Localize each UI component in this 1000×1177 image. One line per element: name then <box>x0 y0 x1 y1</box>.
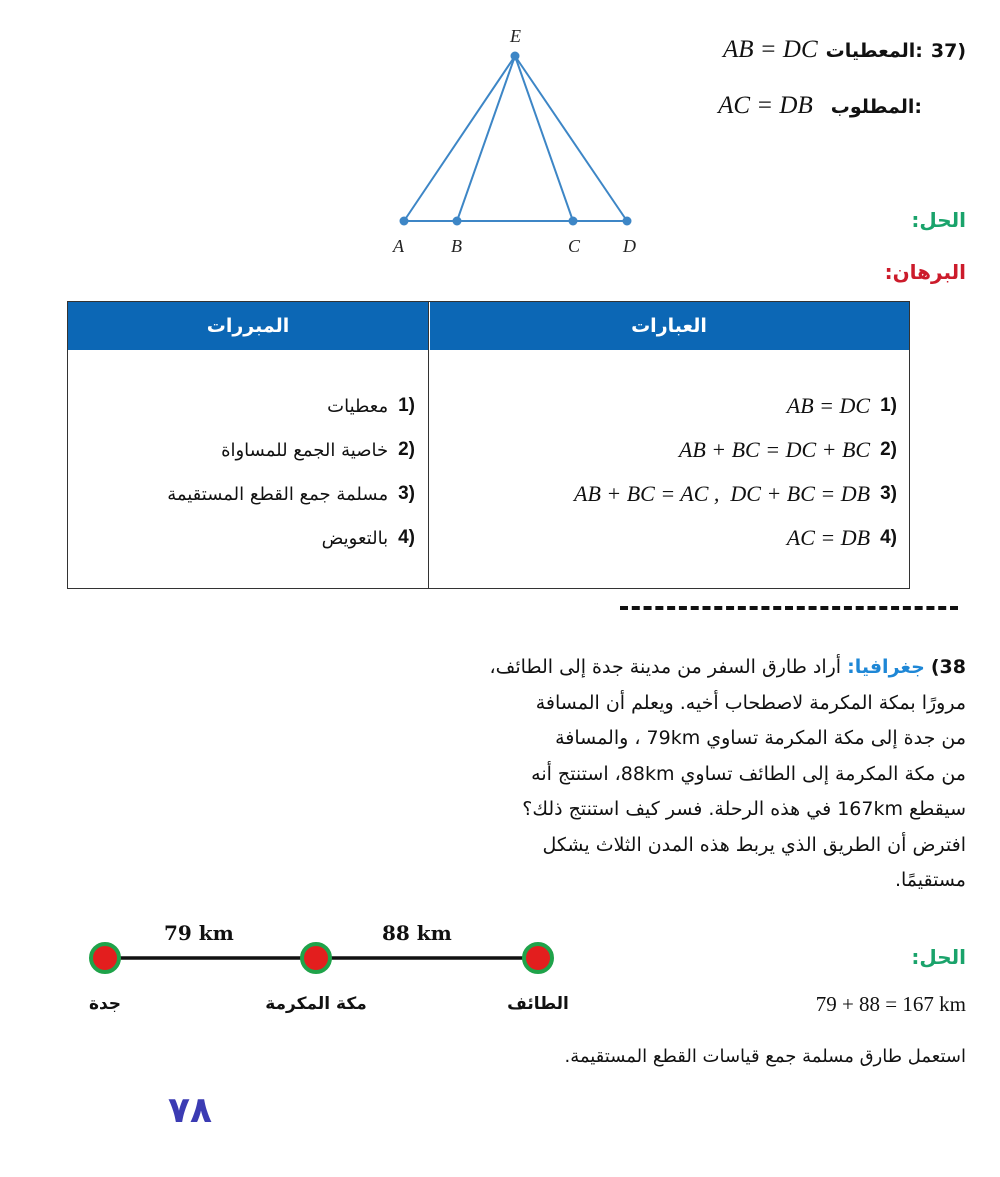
reason-text: مسلمة جمع القطع المستقيمة <box>167 483 389 505</box>
city-point-makkah <box>302 944 330 972</box>
statement-row <box>437 384 897 428</box>
statement-number: 4) <box>880 527 897 548</box>
required-expression: AC = DB <box>718 92 813 119</box>
statement-number: 3) <box>880 483 897 504</box>
required-row <box>636 92 922 120</box>
reason-row <box>75 516 415 560</box>
dashed-separator <box>620 606 958 610</box>
problem-38-line <box>406 650 966 686</box>
label-b: B <box>451 236 462 256</box>
given-row <box>636 36 966 64</box>
solution-label: الحل: <box>911 945 966 969</box>
problem-38-line: من مكة المكرمة إلى الطائف تساوي 88km، استنتج أنه <box>531 762 966 785</box>
proof-label: البرهان: <box>884 260 966 284</box>
statements-column <box>437 384 897 560</box>
reason-row <box>75 428 415 472</box>
solution-label: الحل: <box>911 208 966 232</box>
point-e <box>511 52 520 61</box>
reasons-column <box>75 384 415 560</box>
solution-explanation: استعمل طارق مسلمة جمع قياسات القطع المستقيمة. <box>564 1046 966 1067</box>
header-statements: العبارات <box>429 302 909 350</box>
proof-table <box>67 301 910 589</box>
column-divider <box>428 302 429 588</box>
statement-row <box>437 428 897 472</box>
page-number: ٧٨ <box>168 1090 212 1131</box>
triangle-diagram <box>380 22 660 262</box>
statement-text: AB + BC = AC , DC + BC = DB <box>574 481 871 506</box>
point-b <box>453 217 462 226</box>
distance-label-2: 88 km <box>382 921 452 945</box>
problem-text: أراد طارق السفر من مدينة جدة إلى الطائف، <box>489 656 842 678</box>
given-label: المعطيات: <box>825 40 923 62</box>
label-d: D <box>623 236 636 256</box>
statement-text: AC = DB <box>786 525 871 550</box>
statement-row <box>437 472 897 516</box>
reason-text: بالتعويض <box>321 527 389 549</box>
distance-label-1: 79 km <box>164 921 234 945</box>
problem-number: 38) <box>930 656 966 678</box>
solution-equation: 79 + 88 = 167 km <box>815 992 966 1016</box>
statement-text: AB = DC <box>786 393 871 418</box>
statement-number: 2) <box>880 439 897 460</box>
segment-eb <box>457 56 515 221</box>
problem-37-header <box>636 36 966 148</box>
label-c: C <box>568 236 581 256</box>
statement-row <box>437 516 897 560</box>
statement-number: 1) <box>880 395 897 416</box>
point-a <box>400 217 409 226</box>
reason-text: خاصية الجمع للمساواة <box>221 439 389 461</box>
road-diagram <box>80 915 580 1025</box>
reason-text: معطيات <box>327 395 389 417</box>
problem-38-line: مستقيمًا. <box>894 869 966 891</box>
city-label-taif: الطائف <box>507 994 569 1014</box>
reason-number: 3) <box>398 483 415 504</box>
given-expression: AB = DC <box>723 36 818 63</box>
statement-text: AB + BC = DC + BC <box>678 437 871 462</box>
label-a: A <box>393 236 404 256</box>
problem-38-line: سيقطع 167km في هذه الرحلة. فسر كيف استنتج ذلك؟ <box>522 798 966 820</box>
segment-ed <box>515 56 627 221</box>
required-label: المطلوب: <box>830 96 922 118</box>
label-e: E <box>510 26 521 46</box>
problem-38-line: من جدة إلى مكة المكرمة تساوي 79km ، والمسافة <box>555 727 966 749</box>
point-d <box>623 217 632 226</box>
topic-label: جغرافيا: <box>847 656 925 678</box>
point-c <box>569 217 578 226</box>
reason-number: 1) <box>398 395 415 416</box>
city-label-makkah: مكة المكرمة <box>265 994 367 1014</box>
city-label-jeddah: جدة <box>88 994 122 1014</box>
city-point-jeddah <box>91 944 119 972</box>
segment-ec <box>515 56 573 221</box>
reason-number: 4) <box>398 527 415 548</box>
segment-ea <box>404 56 515 221</box>
reason-row <box>75 472 415 516</box>
problem-38-text <box>406 650 966 899</box>
problem-38-line: مرورًا بمكة المكرمة لاصطحاب أخيه. ويعلم أن المسافة <box>535 691 966 714</box>
header-reasons: المبررات <box>68 302 430 350</box>
reason-row <box>75 384 415 428</box>
problem-number: 37) <box>930 40 966 62</box>
reason-number: 2) <box>398 439 415 460</box>
city-point-taif <box>524 944 552 972</box>
problem-38-line: افترض أن الطريق الذي يربط هذه المدن الثلاث يشكل <box>542 833 966 856</box>
